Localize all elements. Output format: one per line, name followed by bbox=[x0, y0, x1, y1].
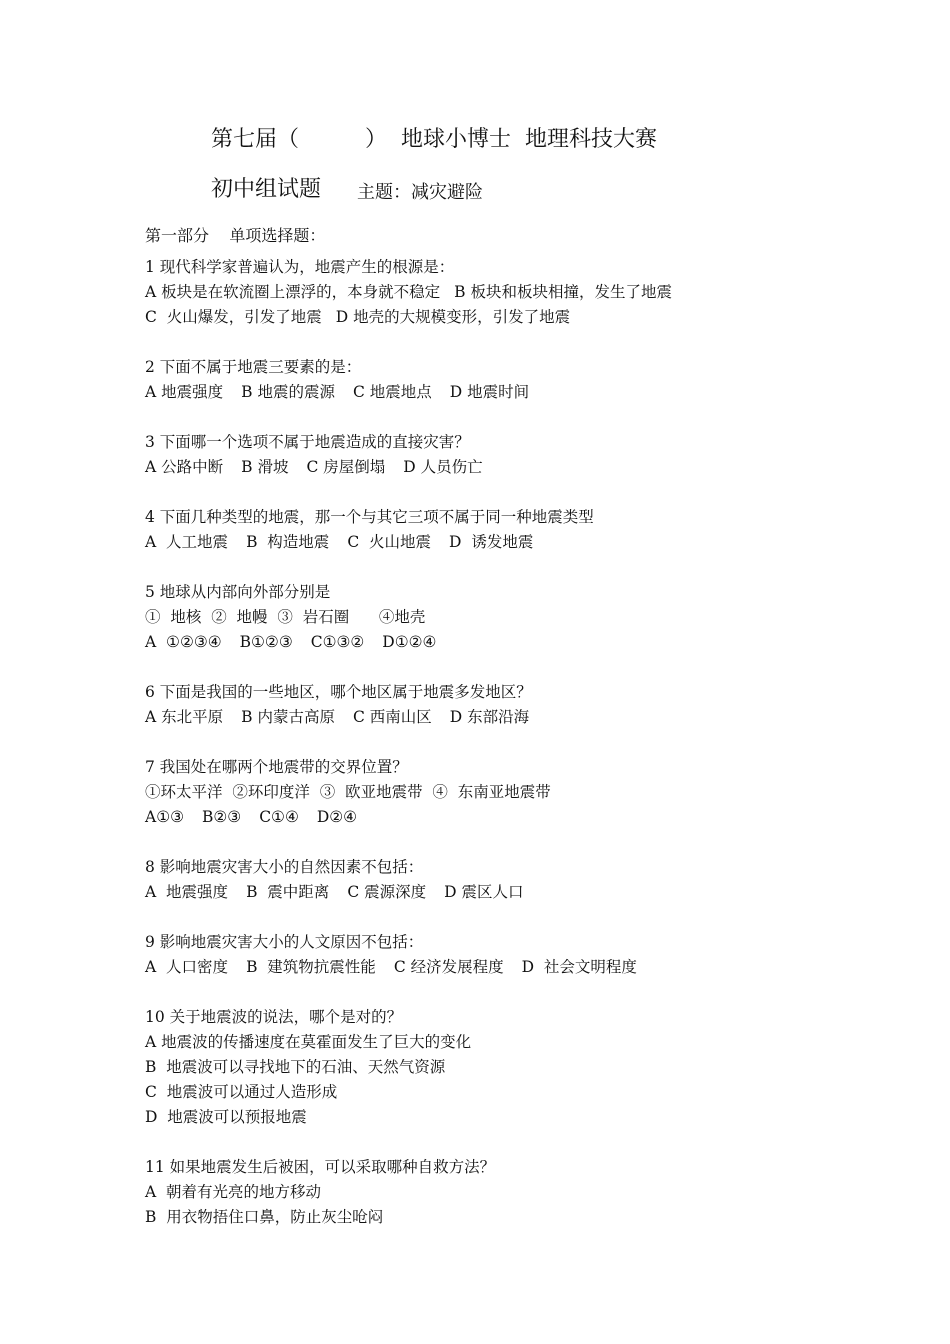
answer-option: B 内蒙古高原 bbox=[241, 708, 335, 726]
question-item bbox=[145, 1005, 905, 1130]
question-item bbox=[145, 930, 905, 980]
answer-option: B 板块和板块相撞，发生了地震 bbox=[454, 283, 672, 301]
option-row bbox=[145, 455, 905, 480]
answer-option: A 板块是在软流圈上漂浮的，本身就不稳定 bbox=[145, 283, 441, 301]
answer-option: ①环太平洋 ②环印度洋 ③ 欧亚地震带 ④ 东南亚地震带 bbox=[145, 783, 551, 801]
option-row bbox=[145, 605, 905, 630]
question-item bbox=[145, 505, 905, 555]
option-row bbox=[145, 305, 905, 330]
answer-option: D 东部沿海 bbox=[449, 708, 530, 726]
question-item bbox=[145, 855, 905, 905]
answer-option: B 用衣物捂住口鼻，防止灰尘呛闷 bbox=[145, 1208, 384, 1226]
option-row bbox=[145, 530, 905, 555]
answer-option: D 地震时间 bbox=[449, 383, 530, 401]
option-row bbox=[145, 955, 905, 980]
answer-option: C 火山地震 bbox=[347, 533, 432, 551]
answer-option: A 地震强度 bbox=[145, 383, 224, 401]
answer-option: A 公路中断 bbox=[145, 458, 224, 476]
question-stem: 5 地球从内部向外部分别是 bbox=[145, 583, 331, 601]
question-item bbox=[145, 755, 905, 830]
answer-option: D 地壳的大规模变形，引发了地震 bbox=[335, 308, 571, 326]
question-stem: 6 下面是我国的一些地区，哪个地区属于地震多发地区？ bbox=[145, 683, 532, 701]
answer-option: A 东北平原 bbox=[145, 708, 224, 726]
answer-option: A 人口密度 bbox=[145, 958, 229, 976]
answer-option: B②③ bbox=[202, 808, 242, 826]
answer-option: B 地震波可以寻找地下的石油、天然气资源 bbox=[145, 1058, 446, 1076]
answer-option: C①③② bbox=[310, 633, 365, 651]
answer-option: B 滑坡 bbox=[241, 458, 289, 476]
question-stem: 2 下面不属于地震三要素的是： bbox=[145, 358, 362, 376]
option-row bbox=[145, 1180, 905, 1205]
answer-option: C①④ bbox=[259, 808, 299, 826]
question-stem: 7 我国处在哪两个地震带的交界位置？ bbox=[145, 758, 408, 776]
answer-option: ① 地核 ② 地幔 ③ 岩石圈 ④地壳 bbox=[145, 608, 426, 626]
option-row bbox=[145, 805, 905, 830]
answer-option: D 社会文明程度 bbox=[521, 958, 637, 976]
answer-option: C 地震波可以通过人造形成 bbox=[145, 1083, 338, 1101]
answer-option: B①②③ bbox=[239, 633, 293, 651]
answer-option: A 地震强度 bbox=[145, 883, 229, 901]
answer-option: C 震源深度 bbox=[347, 883, 427, 901]
answer-option: A 朝着有光亮的地方移动 bbox=[145, 1183, 322, 1201]
option-row bbox=[145, 380, 905, 405]
answer-option: A 人工地震 bbox=[145, 533, 229, 551]
exam-title-name: 地球小博士 地理科技大赛 bbox=[401, 127, 657, 152]
answer-option: D 地震波可以预报地震 bbox=[145, 1108, 307, 1126]
option-row bbox=[145, 280, 905, 305]
exam-subtitle: 初中组试题 bbox=[211, 177, 322, 202]
option-row bbox=[145, 1205, 905, 1230]
question-item bbox=[145, 580, 905, 655]
option-row bbox=[145, 880, 905, 905]
option-row bbox=[145, 1080, 905, 1105]
answer-option: D 人员伤亡 bbox=[403, 458, 483, 476]
question-stem: 1 现代科学家普遍认为，地震产生的根源是： bbox=[145, 258, 455, 276]
answer-option: A ①②③④ bbox=[145, 633, 222, 651]
question-item bbox=[145, 680, 905, 730]
option-row bbox=[145, 1105, 905, 1130]
question-stem: 4 下面几种类型的地震，那一个与其它三项不属于同一种地震类型 bbox=[145, 508, 594, 526]
answer-option: A①③ bbox=[145, 808, 184, 826]
option-row bbox=[145, 780, 905, 805]
answer-option: D②④ bbox=[316, 808, 358, 826]
question-item bbox=[145, 255, 905, 330]
answer-option: C 西南山区 bbox=[352, 708, 432, 726]
answer-option: B 地震的震源 bbox=[241, 383, 335, 401]
question-stem: 11 如果地震发生后被困，可以采取哪种自救方法？ bbox=[145, 1158, 496, 1176]
question-item bbox=[145, 355, 905, 405]
exam-title-edition: 第七届（ ） bbox=[211, 127, 388, 152]
answer-option: D①②④ bbox=[382, 633, 437, 651]
question-item bbox=[145, 1155, 905, 1230]
answer-option: C 房屋倒塌 bbox=[306, 458, 386, 476]
question-stem: 9 影响地震灾害大小的人文原因不包括： bbox=[145, 933, 424, 951]
answer-option: D 诱发地震 bbox=[449, 533, 534, 551]
option-row bbox=[145, 630, 905, 655]
option-row bbox=[145, 1055, 905, 1080]
answer-option: B 建筑物抗震性能 bbox=[246, 958, 376, 976]
question-item bbox=[145, 430, 905, 480]
question-stem: 8 影响地震灾害大小的自然因素不包括： bbox=[145, 858, 424, 876]
answer-option: C 火山爆发，引发了地震 bbox=[145, 308, 322, 326]
question-stem: 3 下面哪一个选项不属于地震造成的直接灾害？ bbox=[145, 433, 470, 451]
question-stem: 10 关于地震波的说法，哪个是对的？ bbox=[145, 1008, 403, 1026]
answer-option: B 震中距离 bbox=[246, 883, 330, 901]
exam-theme: 主题：减灾避险 bbox=[357, 182, 483, 203]
option-row bbox=[145, 705, 905, 730]
answer-option: C 地震地点 bbox=[352, 383, 432, 401]
answer-option: D 震区人口 bbox=[444, 883, 524, 901]
answer-option: C 经济发展程度 bbox=[393, 958, 504, 976]
option-row bbox=[145, 1030, 905, 1055]
answer-option: B 构造地震 bbox=[246, 533, 330, 551]
question-list bbox=[145, 255, 905, 1255]
section-title: 第一部分 单项选择题： bbox=[145, 226, 326, 245]
answer-option: A 地震波的传播速度在莫霍面发生了巨大的变化 bbox=[145, 1033, 472, 1051]
